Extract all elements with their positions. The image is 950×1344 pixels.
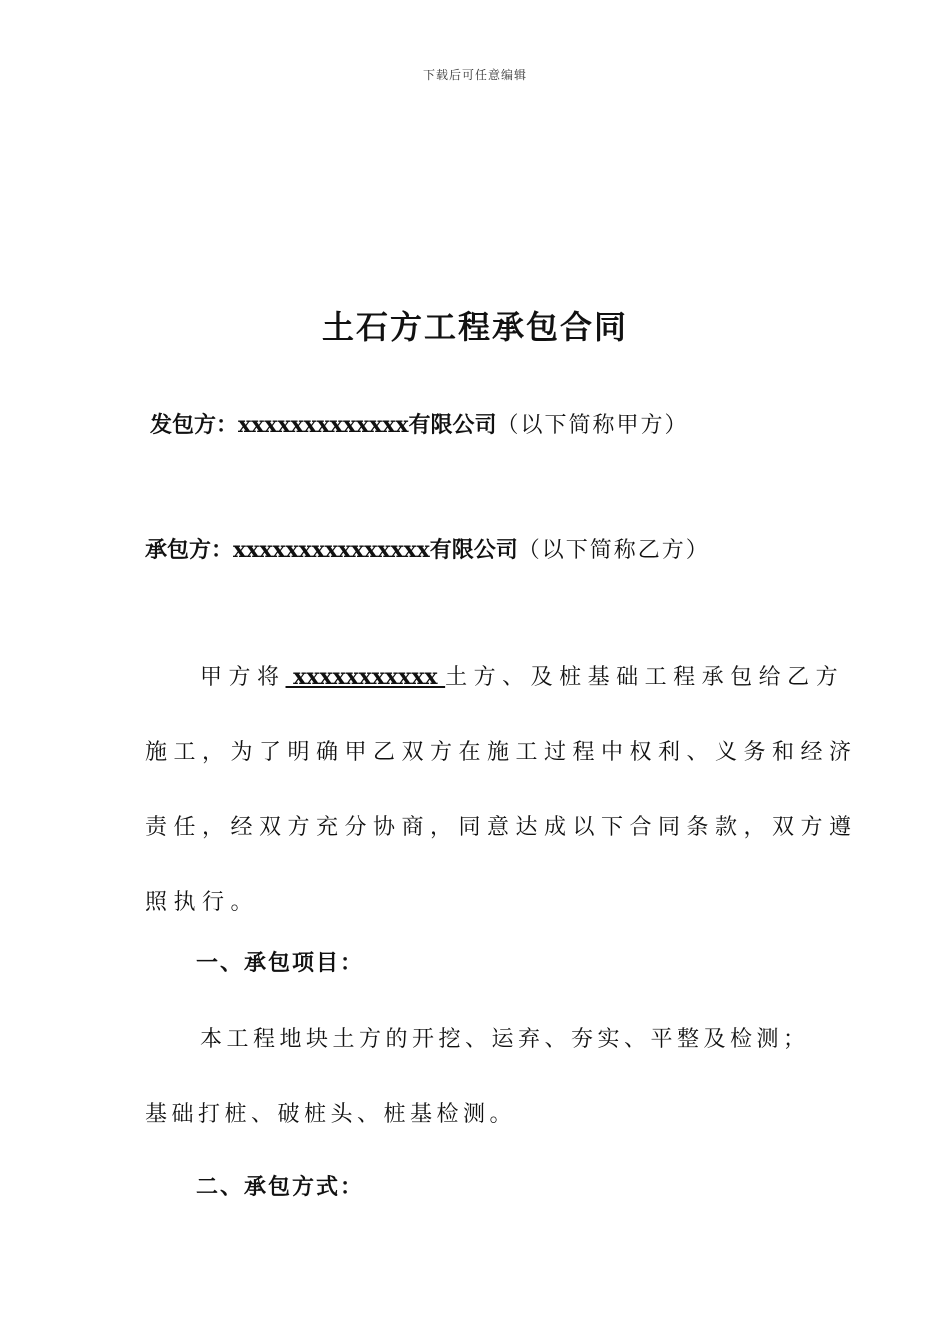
- section-1-line-1: 本工程地块土方的开挖、运弃、夯实、平整及检测；: [200, 1027, 810, 1052]
- intro-line1-rest: 土方、及桩基础工程承包给乙方: [445, 665, 845, 690]
- party-a-label: 发包方：: [150, 412, 239, 438]
- intro-line-2: 施工，为了明确甲乙双方在施工过程中权利、义务和经济: [145, 740, 858, 765]
- intro-line-3: 责任，经双方充分协商，同意达成以下合同条款，双方遵: [145, 815, 858, 840]
- party-a-note: （以下简称甲方）: [496, 413, 689, 438]
- project-name-blank: xxxxxxxxxxx: [285, 664, 446, 690]
- party-a-line: [150, 408, 689, 439]
- party-b-line: [145, 533, 710, 564]
- party-b-label: 承包方：: [145, 537, 234, 563]
- party-a-company: xxxxxxxxxxxxx有限公司: [238, 412, 497, 438]
- intro-line-4: 照执行。: [145, 890, 260, 915]
- party-b-note: （以下简称乙方）: [517, 538, 710, 563]
- intro-line-1: [200, 660, 844, 691]
- section-1-heading: 一、承包项目：: [196, 950, 365, 976]
- document-title: 土石方工程承包合同: [321, 308, 628, 346]
- intro-prefix: 甲方将: [200, 665, 286, 690]
- section-1-line-2: 基础打桩、破桩头、桩基检测。: [145, 1102, 517, 1127]
- party-b-company: xxxxxxxxxxxxxxx有限公司: [233, 537, 518, 563]
- section-2-heading: 二、承包方式：: [196, 1174, 365, 1200]
- header-note: 下载后可任意编辑: [422, 68, 527, 82]
